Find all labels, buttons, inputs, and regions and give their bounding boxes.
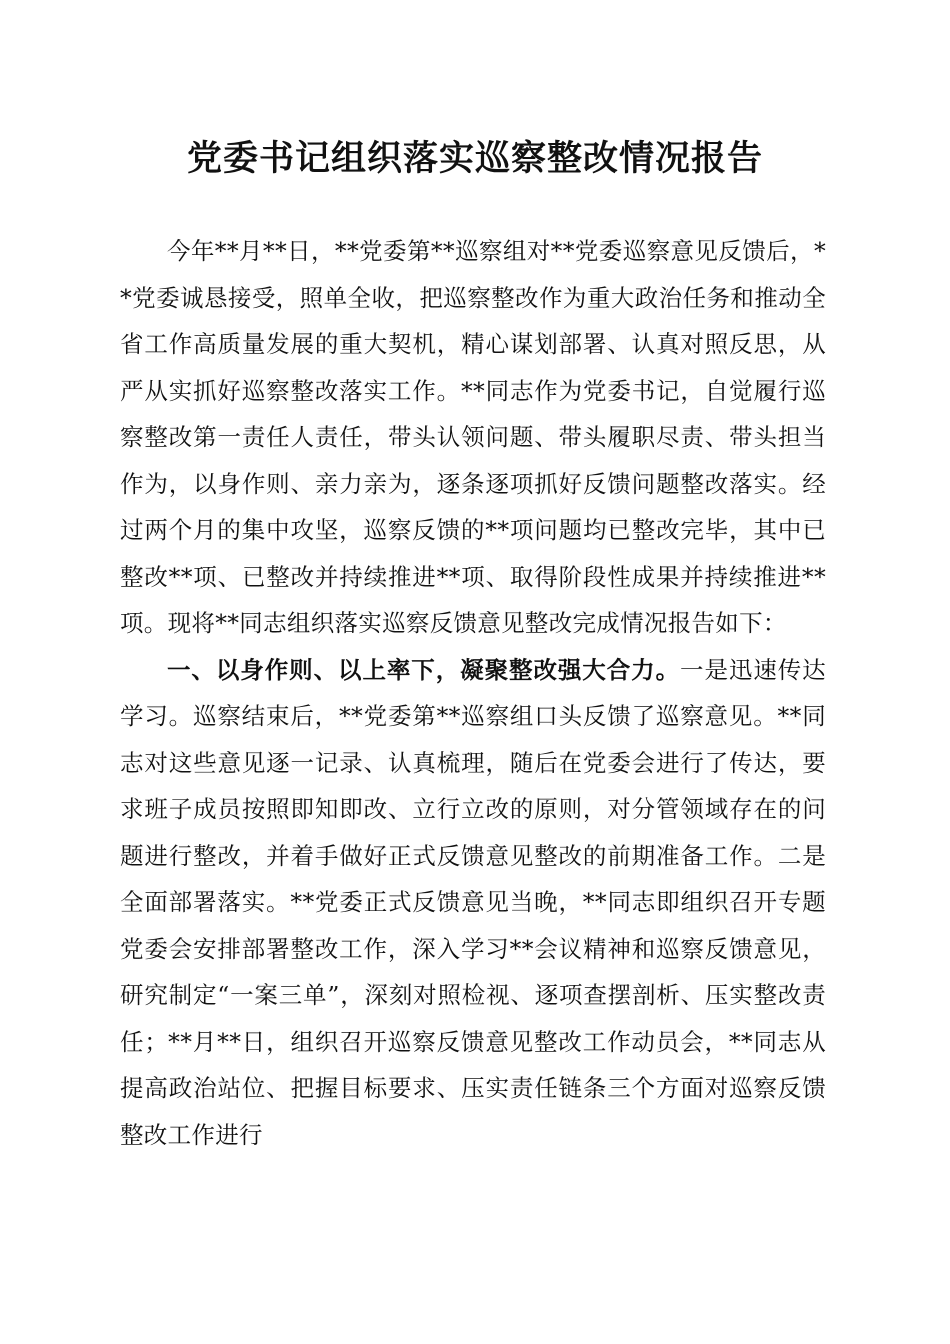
section-1-text: 一是迅速传达学习。巡察结束后，**党委第**巡察组口头反馈了巡察意见。**同志对这些意见逐一记录、认真梳理，随后在党委会进行了传达，要求班子成员按照即知即改、立行立改的原则，对分管领域存在的问题进行整改，并着手做好正式反馈意见整改的前期准备工作。二是全面部署落实。**党委正式反馈意见当晚，**同志即组织召开专题党委会安排部署整改工作，深入学习**会议精神和巡察反馈意见，研究制定“一案三单”，深刻对照检视、逐项查摆剖析、压实整改责任；**月**日，组织召开巡察反馈意见整改工作动员会，**同志从提高政治站位、把握目标要求、压实责任链条三个方面对巡察反馈整改工作进行 xyxy=(120,655,826,1149)
section-1-paragraph xyxy=(120,647,826,1159)
document-body xyxy=(120,228,826,1158)
intro-paragraph: 今年**月**日，**党委第**巡察组对**党委巡察意见反馈后，**党委诚恳接受，照单全收，把巡察整改作为重大政治任务和推动全省工作高质量发展的重大契机，精心谋划部署、认真对照反思，从严从实抓好巡察整改落实工作。**同志作为党委书记，自觉履行巡察整改第一责任人责任，带头认领问题、带头履职尽责、带头担当作为，以身作则、亲力亲为，逐条逐项抓好反馈问题整改落实。经过两个月的集中攻坚，巡察反馈的**项问题均已整改完毕，其中已整改**项、已整改并持续推进**项、取得阶段性成果并持续推进**项。现将**同志组织落实巡察反馈意见整改完成情况报告如下： xyxy=(120,237,826,637)
document-title: 党委书记组织落实巡察整改情况报告 xyxy=(186,138,763,179)
section-1-heading: 一、以身作则、以上率下，凝聚整改强大合力。 xyxy=(167,655,681,684)
